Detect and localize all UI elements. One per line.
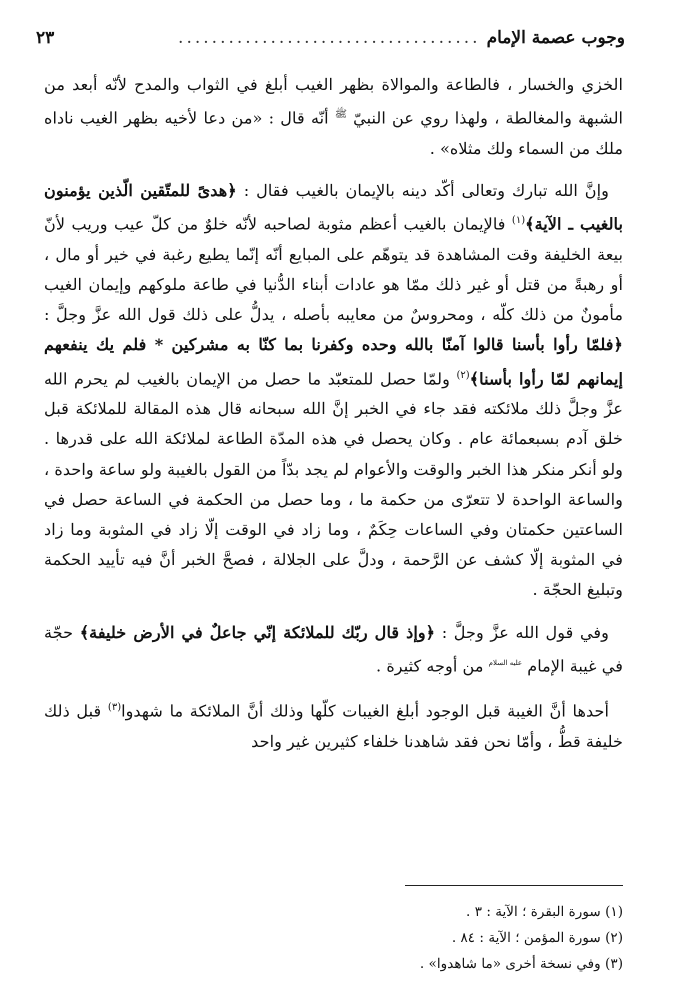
- footnote-3: (٣) وفي نسخة أخرى «ما شاهدوا» .: [419, 956, 623, 972]
- paragraph-1: الخزي والخسار ، فالطاعة والموالاة بظهر الغيب أبلغ في الثواب والمدح لأنّه أبعد من الشبهة والمغالطة ، ولهذا روي عن النبيّ $^ﷺ$ أنّه قال : «من دعا لأخيه بظهر الغيب ناداه ملك من السماء ولك مثلاه» .: [44, 75, 623, 158]
- footnote-ref: (٣): [107, 702, 122, 714]
- footnote-ref: (١): [511, 215, 526, 227]
- footnote-ref: (٢): [456, 369, 470, 381]
- quran-verse: ﴿وإذ قال ربّك للملائكة إنّي جاعلٌ في الأرض خليفة﴾: [79, 622, 436, 642]
- footnote-2: (٢) سورة المؤمن ؛ الآية : ٨٤ .: [451, 930, 623, 946]
- quran-verse: ﴿فلمّا رأوا بأسنا قالوا آمنّا بالله وحده وكفرنا بما كنّا به مشركين * فلم يك ينفعهم إيمانهم لمّا رأوا بأسنا﴾: [44, 335, 623, 388]
- chapter-title: وجوب عصمة الإمام: [486, 28, 625, 48]
- header-dot-leader: ....................................: [178, 28, 481, 48]
- paragraph-4: أحدها أنَّ الغيبة قبل الوجود أبلغ الغيبات كلّها وذلك أنَّ الملائكة ما شهدوا$^{(٣)}$ قبل ذلك خليفة قطُّ ، وأمّا نحن فقد شاهدنا خلفاء كثيرين غير واحد: [44, 701, 623, 752]
- paragraph-2: وإنَّ الله تبارك وتعالى أكّد دينه بالإيمان بالغيب فقال : ﴿هدىً للمتّقين الّذين يؤمنون بالغيب ـ الآية﴾$^{(١)}$ فالإيمان بالغيب أعظم مثوبة لصاحبه لأنّه خلوٌ من كلّ عيب وريب لأنّ بيعة الخليفة وقت المشاهدة قد يتوهّم على المبايع أنّه إنّما يطيع رغبة في خير أو مال ، أو رهبةً من قتل أو غير ذلك ممّا هو عادات أبناء الدُّنيا في طاعة ملوكهم وإيمان الغيب مأمونٌ من ذلك كلّه ، ومحروسٌ من معايبه بأصله ، يدلُّ على ذلك قول الله عزَّ وجلَّ : ﴿فلمّا رأوا بأسنا قالوا آمنّا بالله وحده وكفرنا بما كنّا به مشركين * فلم يك ينفعهم إيمانهم لمّا رأوا بأسنا﴾$^{(٢)}$ ولمّا حصل للمتعبّد ما حصل من الإيمان بالغيب لم يحرم الله عزَّ وجلَّ ذلك ملائكته فقد جاء في الخبر إنَّ الله سبحانه قال هذه المقالة للملائكة قبل خلق آدم بسبعمائة عام . وكان يحصل في هذه المدّة الطاعة لملائكة الله على قدرها . ولو أنكر منكر هذا الخبر والوقت والأعوام لم يجد بدّاً من القول بالغيبة ولو ساعة واحدة ، والساعة الواحدة لا تتعرّى من حكمة ما ، وما حصل من الحكمة في الساعة حصل في الساعتين حكمتان وفي الساعات حِكَمٌ ، وما زاد في الوقت إلّا زاد في المثوبة وما زاد في المثوبة إلّا كشف عن الرَّحمة ، ودلَّ على الجلالة ، فصحَّ الخبر أنَّ فيه تأييد الحكمة وتبليغ الحجّة .: [44, 181, 623, 600]
- footnote-1: (١) سورة البقرة ؛ الآية : ٣ .: [466, 904, 623, 920]
- footnotes: [44, 899, 623, 977]
- running-header: [36, 28, 625, 48]
- salam-glyph: عليه السلام: [488, 658, 523, 667]
- salawat-glyph: ﷺ: [334, 109, 347, 121]
- footnote-divider: [405, 885, 623, 886]
- quran-verse: ﴿هدىً للمتّقين الّذين يؤمنون بالغيب ـ الآية﴾: [44, 181, 623, 234]
- paragraph-3: وفي قول الله عزَّ وجلَّ : ﴿وإذ قال ربّك للملائكة إنّي جاعلٌ في الأرض خليفة﴾ حجّة في غيبة الإمام $^{عليه السلام}$ من أوجه كثيرة .: [44, 622, 623, 676]
- page-body: [44, 70, 623, 769]
- page-number: ٢٣: [36, 28, 55, 48]
